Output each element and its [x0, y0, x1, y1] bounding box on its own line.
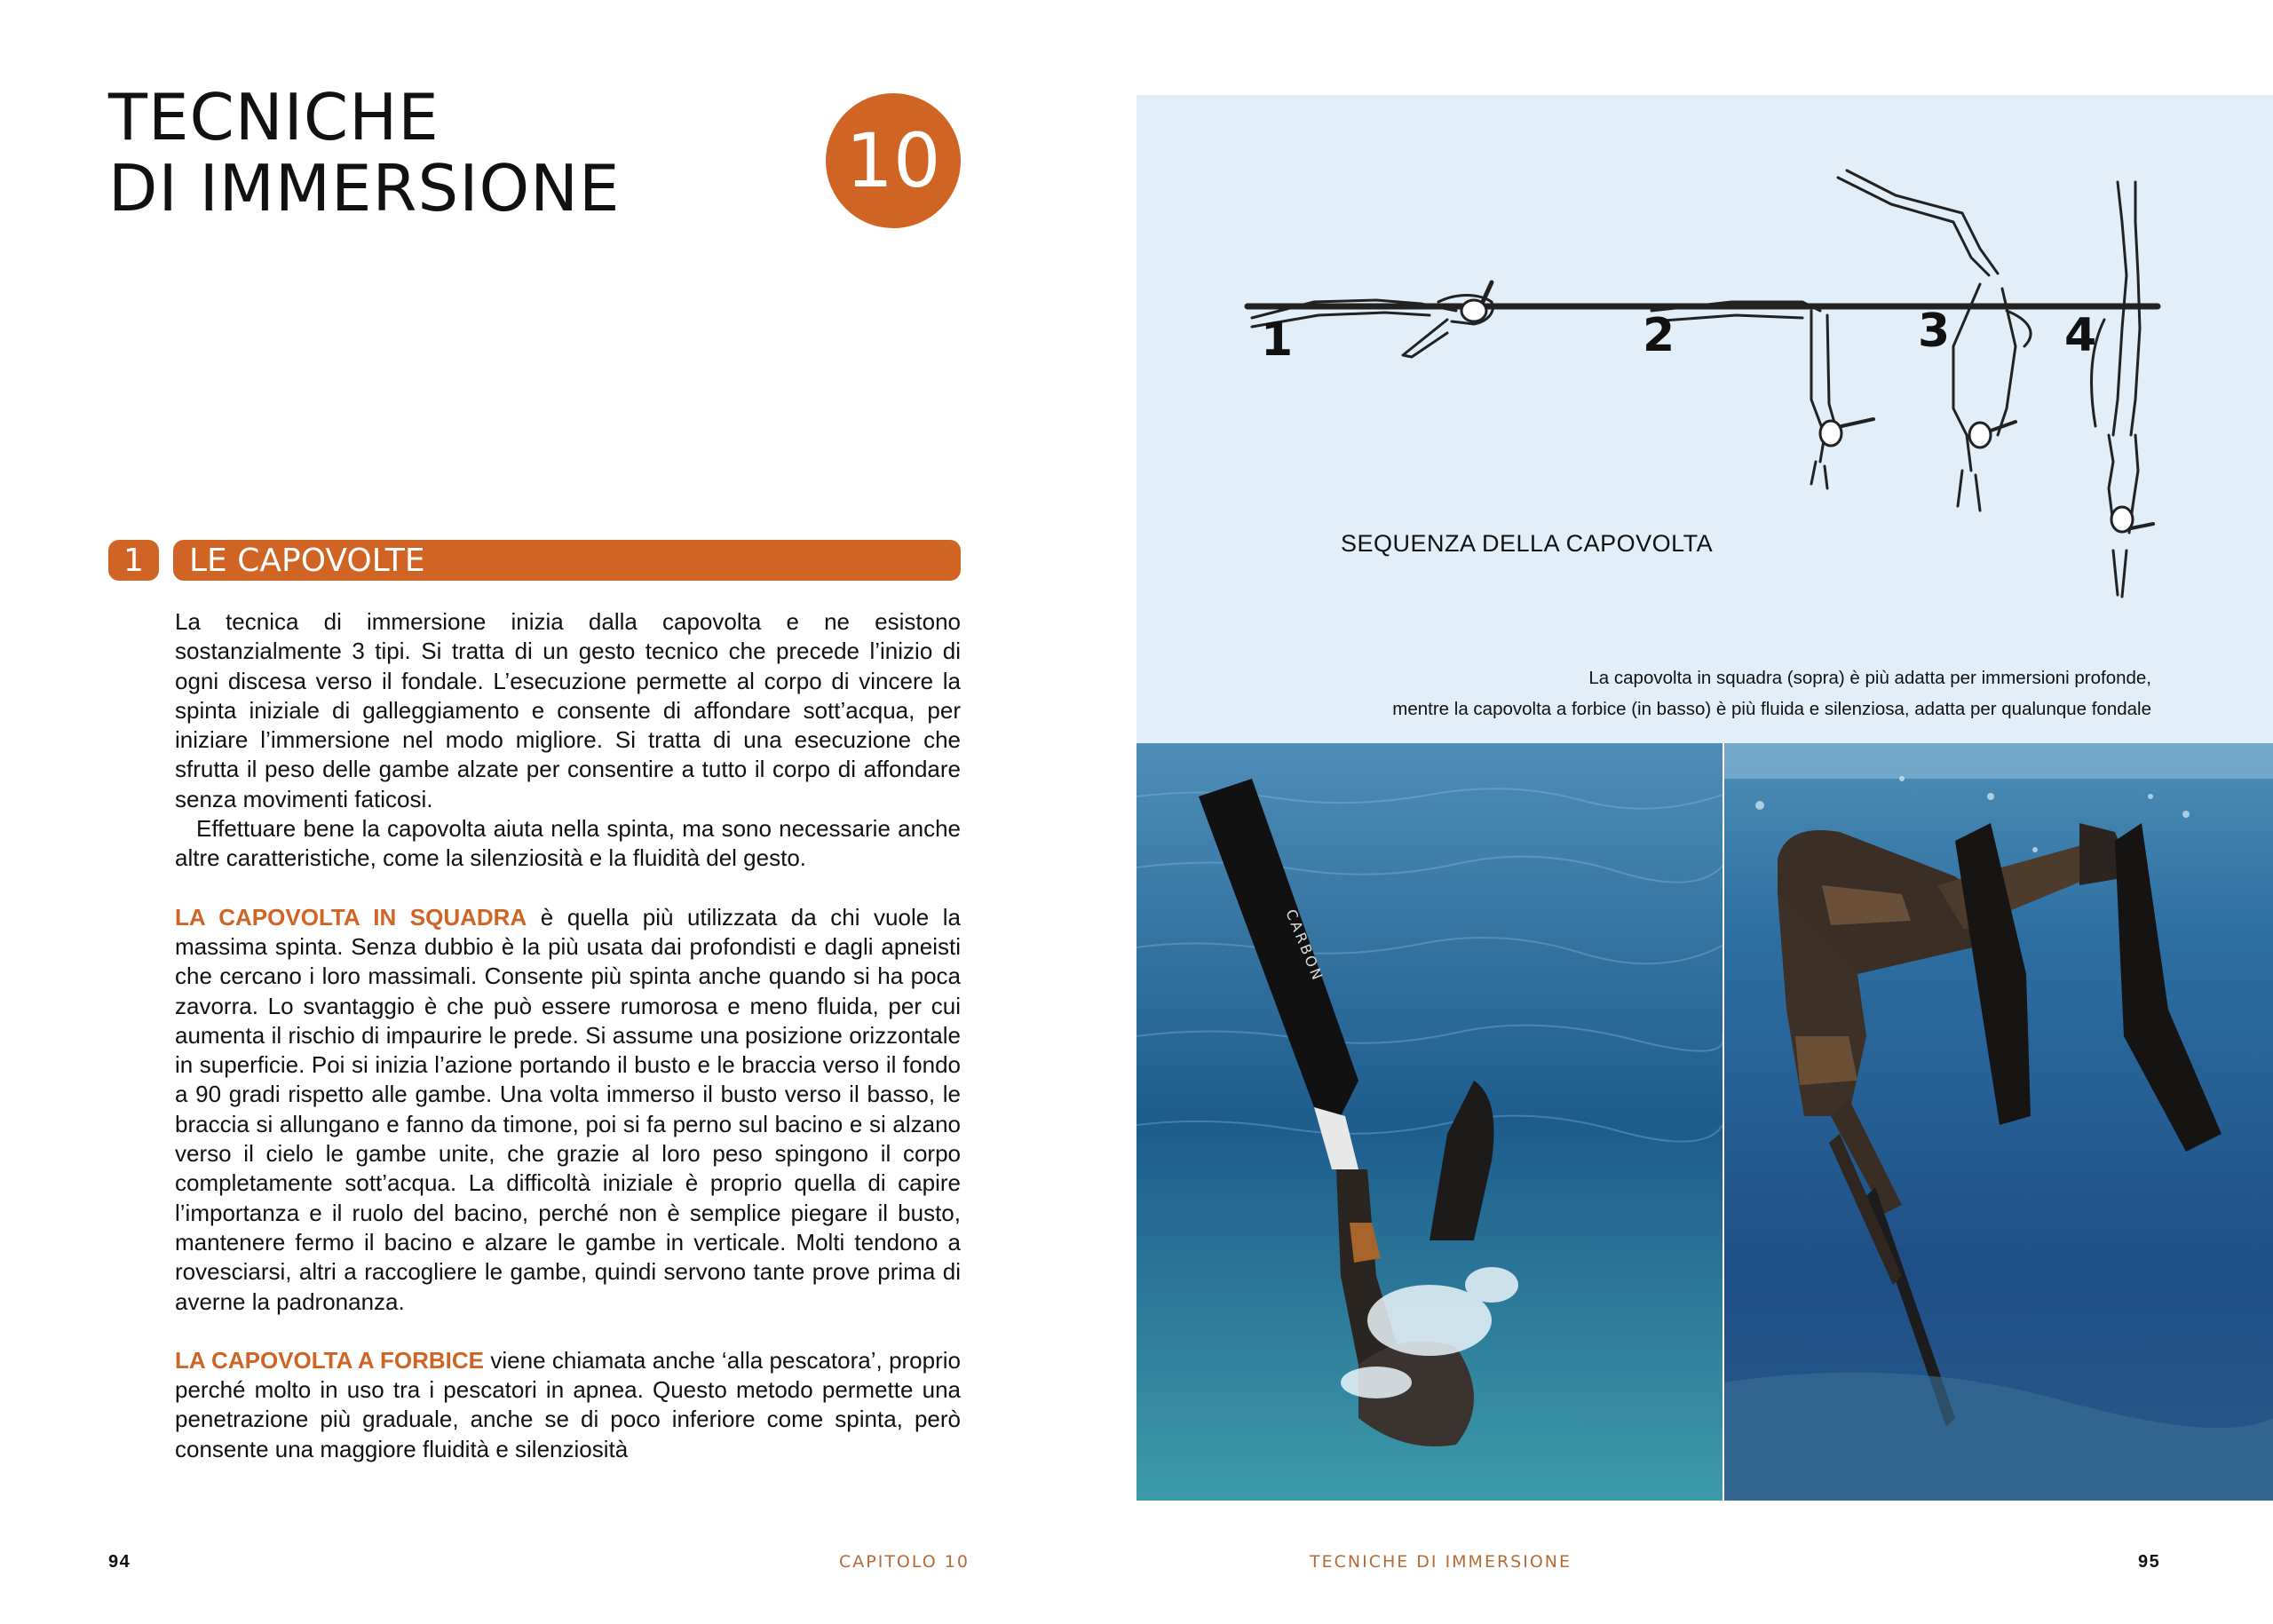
photo-capovolta-squadra	[1136, 743, 1723, 1501]
chapter-title	[108, 82, 621, 224]
photo-caption-line-1: La capovolta in squadra (sopra) è più adatta per immersioni profonde,	[1588, 668, 2151, 688]
page-number-right: 95	[2138, 1552, 2161, 1572]
sequence-label-4: 4	[2064, 309, 2097, 362]
paragraph-forbice	[175, 1346, 961, 1464]
diver-figure-2	[1651, 302, 1873, 488]
running-head-left: CAPITOLO 10	[839, 1552, 970, 1572]
photo-caption-line-2: mentre la capovolta a forbice (in basso) è più fluida e silenziosa, adatta per qualunque fondale	[1392, 699, 2151, 719]
keyword-forbice: LA CAPOVOLTA A FORBICE	[175, 1346, 485, 1374]
keyword-squadra: LA CAPOVOLTA IN SQUADRA	[175, 903, 527, 931]
section-heading: LE CAPOVOLTE	[173, 540, 961, 581]
sequence-label-1: 1	[1261, 313, 1294, 367]
body-text	[175, 607, 961, 1464]
sequence-label-2: 2	[1643, 309, 1675, 362]
running-head-right: TECNICHE DI IMMERSIONE	[1310, 1552, 1572, 1572]
chapter-number-badge: 10	[826, 93, 961, 228]
chapter-title-line-1: TECNICHE	[108, 80, 440, 154]
photo-capovolta-forbice	[1724, 743, 2273, 1501]
paragraph-squadra	[175, 903, 961, 1317]
chapter-title-line-2: DI IMMERSIONE	[108, 151, 621, 226]
photo-caption	[1392, 662, 2151, 725]
paragraph-intro: La tecnica di immersione inizia dalla capovolta e ne esistono sostanzialmente 3 tipi. Si tratta di un gesto tecnico che precede l’inizio di ogni discesa verso il fondale. L’esecuzione permette al corpo di vincere la spinta iniziale di galleggiamento e consente di affondare sott’acqua, per iniziare l’immersione nel modo migliore. Si tratta di una esecuzione che sfrutta il peso delle gambe alzate per consentire a tutto il corpo di affondare senza movimenti faticosi.	[175, 608, 961, 812]
paragraph-forbice-text: viene chiamata anche ‘alla pescatora’, proprio perché molto in uso tra i pescatori in apnea. Questo metodo permette una penetrazione più graduale, anche se di poco inferiore come spinta, però consente una maggiore fluidità e silenziosità	[175, 1346, 961, 1462]
fin-logo-text: CARBON	[1282, 907, 1327, 985]
diver-figure-4	[2092, 182, 2153, 597]
sequence-caption: SEQUENZA DELLA CAPOVOLTA	[1341, 530, 1714, 557]
section-number: 1	[108, 540, 159, 581]
page-number-left: 94	[108, 1552, 131, 1572]
paragraph-fluidity: Effettuare bene la capovolta aiuta nella spinta, ma sono necessarie anche altre caratteristiche, come la silenziosità e la fluidità del gesto.	[175, 815, 961, 872]
sequence-label-3: 3	[1918, 305, 1951, 358]
paragraph-squadra-text: è quella più utilizzata da chi vuole la massima spinta. Senza dubbio è la più usata dai profondisti e dagli apneisti che cercano i loro massimali. Consente più spinta anche quando si ha poca zavorra. Lo svantaggio è che può essere rumorosa e meno fluida, per cui aumenta il rischio di impaurire le prede. Si assume una posizione orizzontale in superficie. Poi si inizia l’azione portando il busto e le braccia verso il fondo a 90 gradi rispetto alle gambe. Una volta immerso il busto verso il basso, le braccia si allungano e fanno da timone, poi si fa perno sul bacino e si alzano verso il cielo le gambe unite, che grazie al loro peso spingono il corpo completamente sott’acqua. La difficoltà iniziale è proprio quella di capire l’importanza e il ruolo del bacino, perché non è semplice piegare il busto, mantenere fermo il bacino e alzare le gambe in verticale. Molti tendono a rovesciarsi, altri a raccogliere le gambe, quindi servono tante prove prima di averne la padronanza.	[175, 903, 961, 1315]
